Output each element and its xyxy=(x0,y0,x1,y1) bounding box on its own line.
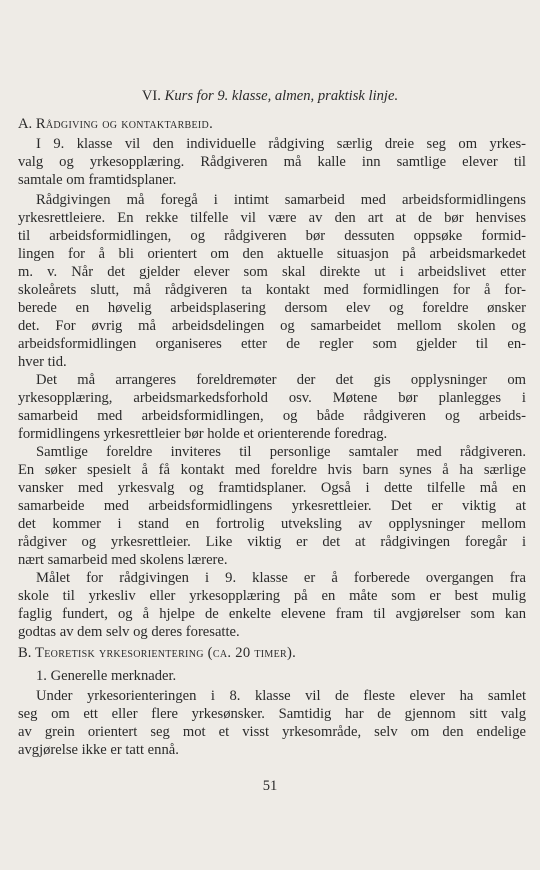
chapter-heading xyxy=(0,88,540,105)
section-a-line: hver tid. xyxy=(18,354,67,370)
section-a-line: berede en høvelig arbeidsplasering dersom elev og foreldre ønsker xyxy=(18,300,526,316)
section-a-line: samarbeid med arbeidsformidlingen, og både rådgiveren og arbeids- xyxy=(18,408,526,424)
section-a-line: det kommer i stand en fortrolig utveksling av opplysninger mellom xyxy=(18,516,526,532)
section-a-line: rådgiver og yrkesrettleier. Like viktig er det at rådgivingen foregår i xyxy=(18,534,526,550)
chapter-roman: VI. xyxy=(141,88,161,104)
section-a-line: yrkesrettleiere. En rekke tilfelle vil være av den art at de bør henvises xyxy=(18,210,526,226)
section-a-line: til arbeidsformidlingen, og rådgiveren bør dessuten oppsøke formid- xyxy=(18,228,526,244)
section-a-line: vansker med yrkesvalg og framtidsplaner. Også i dette tilfelle må en xyxy=(18,480,526,496)
section-a-line: Samtlige foreldre inviteres til personlige samtaler med rådgiveren. xyxy=(36,444,526,460)
section-a-line: samarbeide med arbeidsformidlingens yrkesrettleier. Det er viktig at xyxy=(18,498,526,514)
section-a-line: skole til yrkesliv eller yrkesopplæring på en måte som er best mulig xyxy=(18,588,526,604)
section-a-line: formidlingens yrkesrettleier bør holde et orienterende foredrag. xyxy=(18,426,388,442)
section-a-line: yrkesopplæring, arbeidsmarkedsforhold osv. Møtene bør planlegges i xyxy=(18,390,526,406)
section-b-line: seg om ett eller flere yrkesønsker. Samtidig har de gjennom sitt valg xyxy=(18,706,526,722)
section-a-line: skoleårets slutt, må rådgiveren ta kontakt med formidlingen for å for- xyxy=(18,282,526,298)
section-a-line: godtas av dem selv og deres foresatte. xyxy=(18,624,240,640)
section-a-line: samtale om framtidsplaner. xyxy=(18,172,177,188)
subsection-1-label: 1. xyxy=(36,668,47,684)
section-b-line: avgjørelse ikke er tatt ennå. xyxy=(18,742,179,758)
section-a-line: Målet for rådgivingen i 9. klasse er å forberede overgangen fra xyxy=(36,570,526,586)
section-a-line: Rådgivingen må foregå i intimt samarbeid med arbeidsformidlingens xyxy=(36,192,526,208)
section-a-line: valg og yrkesopplæring. Rådgiveren må kalle inn samtlige elever til xyxy=(18,154,526,170)
subsection-1-title: Generelle merknader. xyxy=(50,668,177,684)
section-a-label: A. xyxy=(18,116,33,132)
section-b-line: av grein orientert seg mot et visst yrkesområde, selv om den endelige xyxy=(18,724,526,740)
section-a-line: Det må arrangeres foreldremøter der det gis opplysninger om xyxy=(36,372,526,388)
section-b-label: B. xyxy=(18,645,32,661)
section-b-heading xyxy=(18,645,526,662)
section-a-line: nært samarbeid med skolens lærere. xyxy=(18,552,228,568)
section-a-line: lingen for å bli orientert om den aktuelle situasjon på arbeidsmarkedet xyxy=(18,246,526,262)
section-b-line: Under yrkesorienteringen i 8. klasse vil de fleste elever ha samlet xyxy=(36,688,526,704)
chapter-title: Kurs for 9. klasse, almen, praktisk linje. xyxy=(164,88,399,104)
subsection-1-heading xyxy=(36,668,526,685)
section-a-line: det. For øvrig må arbeidsdelingen og samarbeidet mellom skolen og xyxy=(18,318,526,334)
section-a-line: faglig fundert, og å hjelpe de enkelte elevene fram til avgjørelser som kan xyxy=(18,606,526,622)
section-a-line: I 9. klasse vil den individuelle rådgiving særlig dreie seg om yrkes- xyxy=(36,136,526,152)
section-a-line: m. v. Når det gjelder elever som skal direkte ut i arbeidslivet etter xyxy=(18,264,526,280)
section-b-title: Teoretisk yrkesorientering (ca. 20 timer). xyxy=(35,645,297,661)
section-a-line: En søker spesielt å få kontakt med foreldre hvis barn synes å ha særlige xyxy=(18,462,526,478)
section-a-line: arbeidsformidlingen organiseres etter de regler som gjelder til en- xyxy=(18,336,526,352)
section-a-title: Rådgiving og kontaktarbeid. xyxy=(35,116,214,132)
section-a-heading xyxy=(18,116,526,133)
page-number: 51 xyxy=(262,778,278,794)
